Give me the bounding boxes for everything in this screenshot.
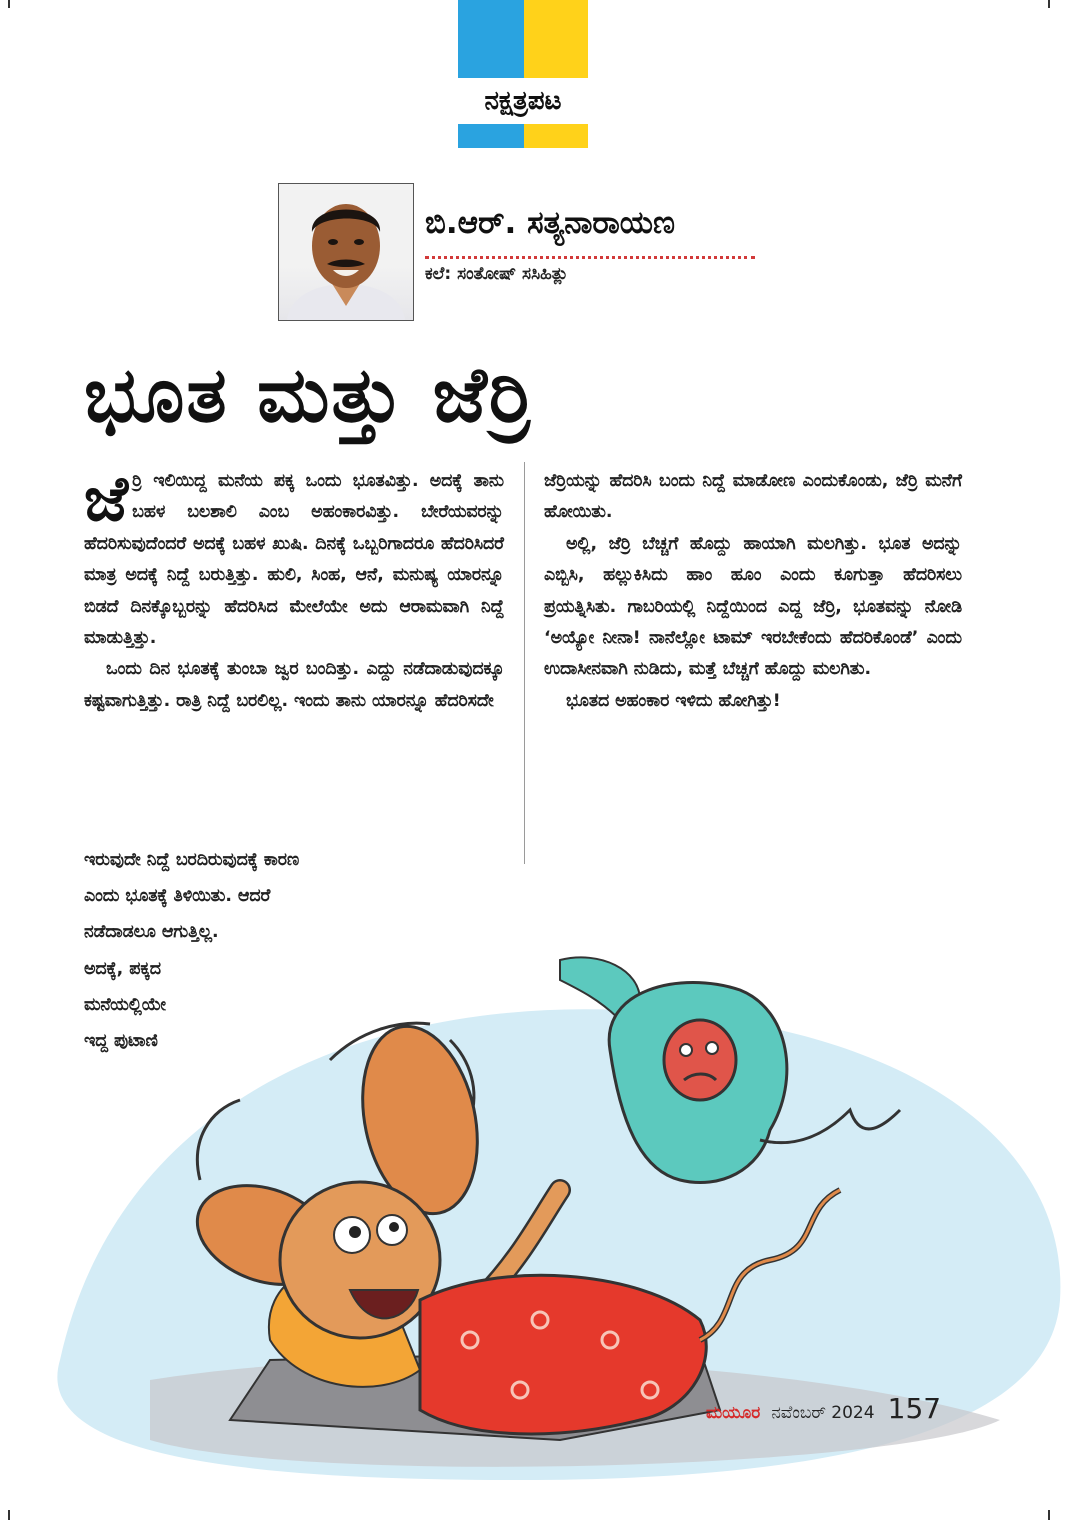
author-portrait-icon [279, 184, 413, 320]
magazine-name: ಮಯೂರ [706, 1403, 761, 1423]
story-paragraph: ಒಂದು ದಿನ ಭೂತಕ್ಕೆ ತುಂಬಾ ಜ್ವರ ಬಂದಿತ್ತು. ಎದ್ದು ನಡೆದಾಡುವುದಕ್ಕೂ ಕಷ್ಟವಾಗುತ್ತಿತ್ತು. ರಾತ್ರಿ ನಿದ್ದೆ ಬರಲಿಲ್ಲ. ಇಂದು ತಾನು ಯಾರನ್ನೂ ಹೆದರಿಸದೇ [84, 659, 504, 711]
column-divider [524, 462, 525, 864]
ghost-eye-shape [706, 1042, 718, 1054]
ghost-eye-shape [680, 1044, 692, 1056]
crop-mark [8, 1510, 10, 1520]
story-paragraph [84, 462, 504, 654]
story-paragraph: ಅಲ್ಲಿ, ಜೆರ್ರಿ ಬೆಚ್ಚಗೆ ಹೊದ್ದು ಹಾಯಾಗಿ ಮಲಗಿತ್ತು. ಭೂತ ಅದನ್ನು ಎಬ್ಬಿಸಿ, ಹಲ್ಲುಕಿಸಿದು ಹಾಂ ಹೂಂ ಎಂದು ಕೂಗುತ್ತಾ ಹೆದರಿಸಲು ಪ್ರಯತ್ನಿಸಿತು. ಗಾಬರಿಯಲ್ಲಿ ನಿದ್ದೆಯಿಂದ ಎದ್ದ ಜೆರ್ರಿ, ಭೂತವನ್ನು ನೋಡಿ ‘ಅಯ್ಯೋ ನೀನಾ! ನಾನೆಲ್ಲೋ ಟಾಮ್ ಇರಬೇಕೆಂದು ಹೆದರಿಕೊಂಡೆ’ ಎಂದು ಉದಾಸೀನವಾಗಿ ನುಡಿದು, ಮತ್ತೆ ಬೆಚ್ಚಗೆ ಹೊದ್ದು ಮಲಗಿತು. [544, 533, 962, 680]
column-label: ನಕ್ಷತ್ರಪಟ [484, 86, 562, 116]
badge-blue-block [458, 0, 524, 148]
tail-line: ಮನೆಯಲ್ಲಿಯೇ [84, 994, 166, 1015]
author-name: ಬಿ.ಆರ್. ಸತ್ಯನಾರಾಯಣ [425, 205, 675, 241]
tail-line: ನಡೆದಾಡಲೂ ಆಗುತ್ತಿಲ್ಲ. [84, 922, 219, 943]
tail-line: ಇರುವುದೇ ನಿದ್ದೆ ಬರದಿರುವುದಕ್ಕೆ ಕಾರಣ [84, 850, 300, 870]
ghost-face-shape [664, 1020, 736, 1100]
story-paragraph: ಜೆರ್ರಿಯನ್ನು ಹೆದರಿಸಿ ಬಂದು ನಿದ್ದೆ ಮಾಡೋಣ ಎಂದುಕೊಂಡು, ಜೆರ್ರಿ ಮನೆಗೆ ಹೋಯಿತು. [544, 471, 962, 523]
tail-line: ಅದಕ್ಕೆ, ಪಕ್ಕದ [84, 958, 161, 979]
crop-mark [8, 0, 10, 8]
story-paragraph: ಭೂತದ ಅಹಂಕಾರ ಇಳಿದು ಹೋಗಿತ್ತು! [566, 690, 781, 711]
story-title: ಭೂತ ಮತ್ತು ಜೆರ್ರಿ [84, 350, 535, 439]
author-photo [278, 183, 414, 321]
blanket-shape [420, 1275, 706, 1434]
story-column-2 [544, 466, 962, 717]
dotted-divider [425, 256, 755, 259]
drop-cap: ಜೆ [84, 462, 129, 535]
mouse-pupil-shape [349, 1226, 361, 1238]
crop-mark [1048, 0, 1050, 8]
badge-yellow-block [524, 0, 588, 148]
story-column-1 [84, 462, 504, 717]
paragraph-text: ರ್ರಿ ಇಲಿಯಿದ್ದ ಮನೆಯ ಪಕ್ಕ ಒಂದು ಭೂತವಿತ್ತು. ಅದಕ್ಕೆ ತಾನು ಬಹಳ ಬಲಶಾಲಿ ಎಂಬ ಅಹಂಕಾರವಿತ್ತು. ಬೇರೆಯವರನ್ನು ಹೆದರಿಸುವುದೆಂದರೆ ಅದಕ್ಕೆ ಬಹಳ ಖುಷಿ. ದಿನಕ್ಕೆ ಒಬ್ಬರಿಗಾದರೂ ಹೆದರಿಸಿದರೆ ಮಾತ್ರ ಅದಕ್ಕೆ ನಿದ್ದೆ ಬರುತ್ತಿತ್ತು. ಹುಲಿ, ಸಿಂಹ, ಆನೆ, ಮನುಷ್ಯ ಯಾರನ್ನೂ ಬಿಡದೆ ದಿನಕ್ಕೊಬ್ಬರನ್ನು ಹೆದರಿಸಿದ ಮೇಲೆಯೇ ಅದು ಆರಾಮವಾಗಿ ನಿದ್ದೆ ಮಾಡುತ್ತಿತ್ತು. [84, 471, 504, 649]
page-number: 157 [887, 1392, 942, 1425]
tail-line: ಎಂದು ಭೂತಕ್ಕೆ ತಿಳಿಯಿತು. ಆದರೆ [84, 886, 271, 907]
tail-line: ಇದ್ದ ಪುಟಾಣಿ [84, 1031, 158, 1052]
page-footer [706, 1392, 941, 1425]
mouse-pupil-shape [389, 1222, 399, 1232]
mouse-head-shape [280, 1182, 440, 1338]
crop-mark [1048, 1510, 1050, 1520]
illustration-credit: ಕಲೆ: ಸಂತೋಷ್ ಸಸಿಹಿತ್ಲು [425, 264, 569, 284]
column-badge [458, 0, 588, 148]
issue-month: ನವೆಂಬರ್ 2024 [771, 1403, 875, 1423]
